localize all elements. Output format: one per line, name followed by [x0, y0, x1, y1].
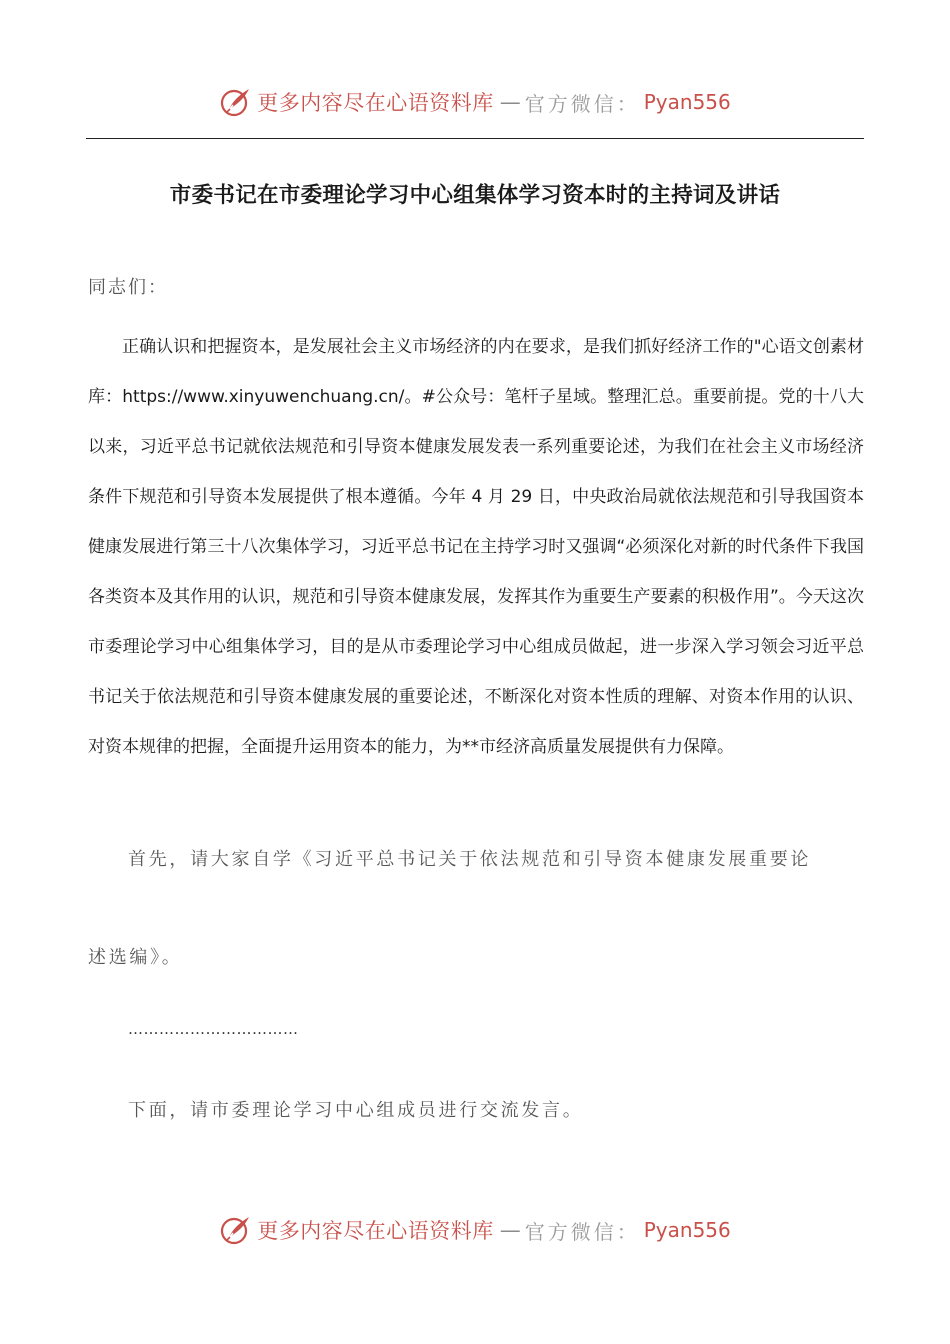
- header-divider: [86, 138, 864, 139]
- next-paragraph: 下面，请市委理论学习中心组成员进行交流发言。: [128, 1100, 584, 1121]
- quill-circle-icon: [219, 85, 253, 119]
- banner-wechat-id: Pyan556: [643, 90, 731, 114]
- salutation: 同志们：: [88, 277, 168, 298]
- footer-slogan: 更多内容尽在心语资料库: [257, 1219, 494, 1243]
- banner-wechat-label: 官方微信：: [524, 91, 640, 116]
- footer-dash: —: [499, 1218, 521, 1242]
- document-title: 市委书记在市委理论学习中心组集体学习资本时的主持词及讲话: [169, 183, 781, 208]
- quill-circle-icon: [219, 1213, 253, 1247]
- banner-dash: —: [499, 90, 521, 114]
- footer-banner-content: [219, 1213, 731, 1247]
- first-paragraph-line-2: 述选编》。: [88, 947, 183, 968]
- footer-banner: [0, 1208, 950, 1252]
- main-paragraph: 正确认识和把握资本，是发展社会主义市场经济的内在要求，是我们抓好经济工作的"心语文创素材库：https://www.xinyuwenchuang.cn/。#公众号：笔杆子星域。整理汇总。重要前提。党的十八大以来，习近平总书记就依法规范和引导资本健康发展发表一系列重要论述，为我们在社会主义市场经济条件下规范和引导资本发展提供了根本遵循。今年 4 月 29 日，中央政治局就依法规范和引导我国资本健康发展进行第三十八次集体学习，习近平总书记在主持学习时又强调“必须深化对新的时代条件下我国各类资本及其作用的认识，规范和引导资本健康发展，发挥其作为重要生产要素的积极作用”。今天这次市委理论学习中心组集体学习，目的是从市委理论学习中心组成员做起，进一步深入学习领会习近平总书记关于依法规范和引导资本健康发展的重要论述，不断深化对资本性质的理解、对资本作用的认识、对资本规律的把握，全面提升运用资本的能力，为**市经济高质量发展提供有力保障。: [88, 337, 864, 757]
- ellipsis-separator: ……………………………: [128, 1020, 299, 1038]
- footer-wechat-id: Pyan556: [643, 1218, 731, 1242]
- first-paragraph-line-1: 首先，请大家自学《习近平总书记关于依法规范和引导资本健康发展重要论: [128, 849, 812, 870]
- header-banner-content: [219, 85, 731, 119]
- header-banner: [0, 80, 950, 124]
- footer-wechat-label: 官方微信：: [524, 1219, 640, 1244]
- banner-slogan: 更多内容尽在心语资料库: [257, 91, 494, 115]
